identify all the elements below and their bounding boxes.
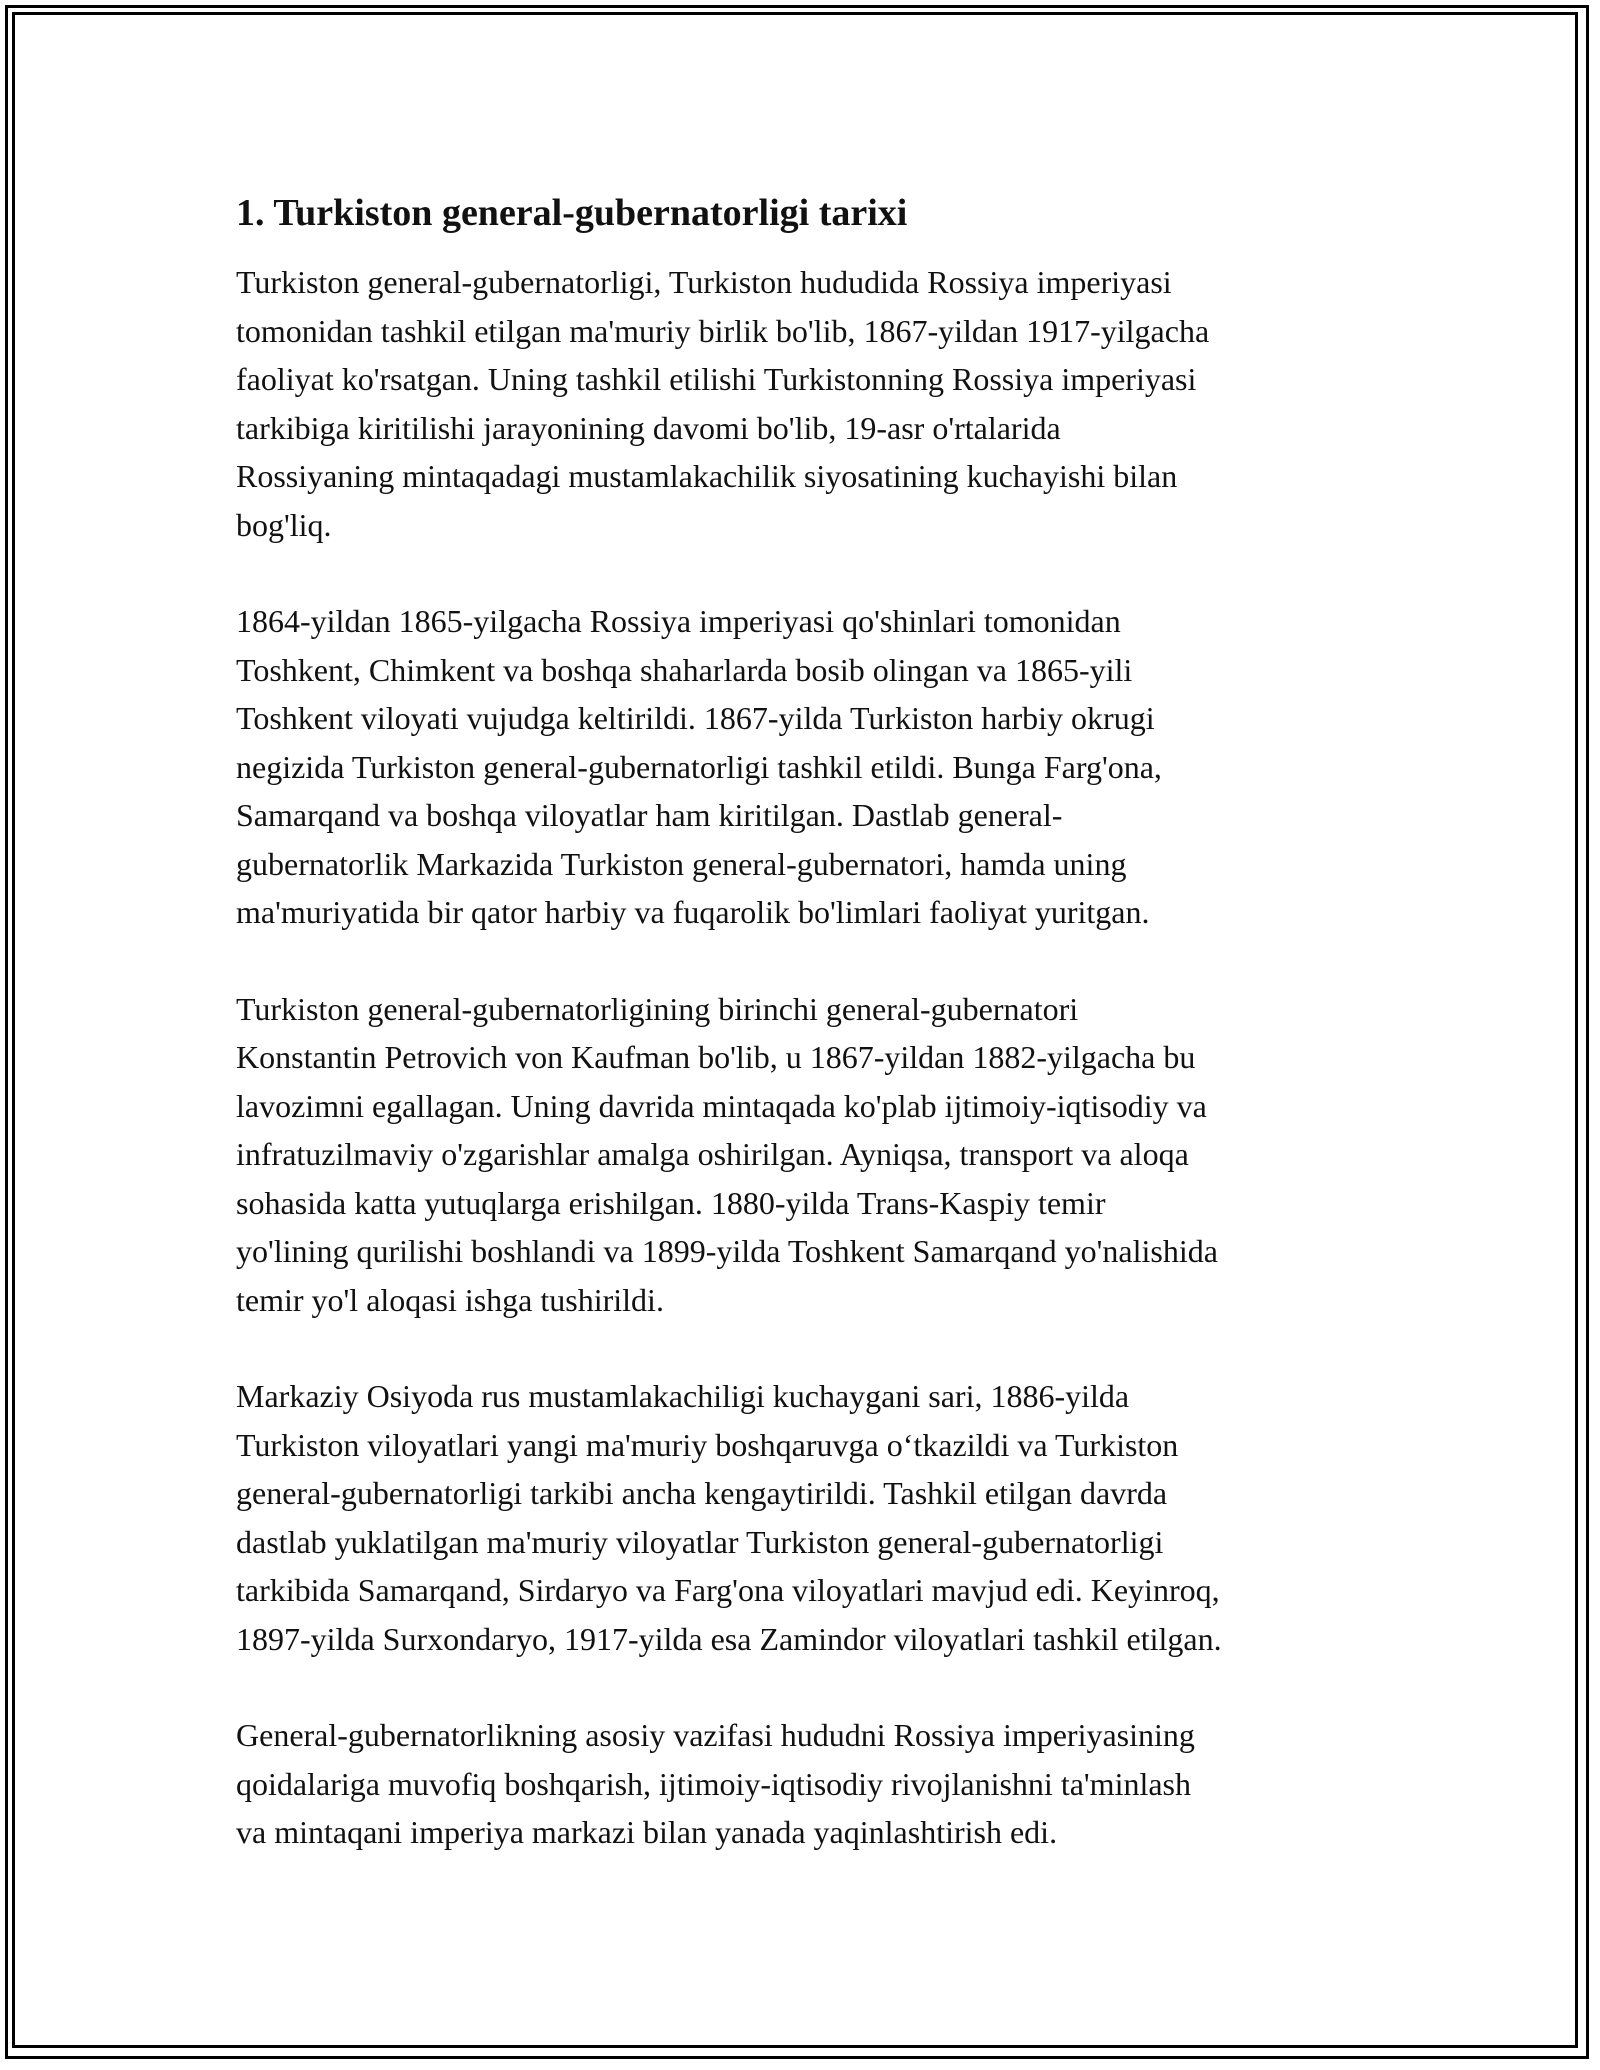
- document-title: 1. Turkiston general-gubernatorligi tarixi: [236, 192, 908, 234]
- paragraph-line: lavozimni egallagan. Uning davrida mintaqada ko'plab ijtimoiy-iqtisodiy va: [236, 1087, 1207, 1124]
- paragraph-line: sohasida katta yutuqlarga erishilgan. 1880-yilda Trans-Kaspiy temir: [236, 1184, 1106, 1221]
- paragraph-line: general-gubernatorligi tarkibi ancha kengaytirildi. Tashkil etilgan davrda: [236, 1475, 1168, 1511]
- paragraph-line: dastlab yuklatilgan ma'muriy viloyatlar Turkiston general-gubernatorligi: [236, 1523, 1164, 1560]
- paragraph-3: [236, 985, 1386, 1325]
- paragraph-line: 1897-yilda Surxondaryo, 1917-yilda esa Zamindor viloyatlari tashkil etilgan.: [236, 1620, 1222, 1657]
- paragraph-line: gubernatorlik Markazida Turkiston general-gubernatori, hamda uning: [236, 845, 1127, 882]
- paragraph-line: negizida Turkiston general-gubernatorligi tashkil etildi. Bunga Farg'ona,: [236, 748, 1162, 785]
- paragraph-line: Turkiston viloyatlari yangi ma'muriy boshqaruvga o‘tkazildi va Turkiston: [236, 1426, 1179, 1463]
- paragraph-1: [236, 258, 1386, 549]
- paragraph-line: faoliyat ko'rsatgan. Uning tashkil etilishi Turkistonning Rossiya imperiyasi: [236, 361, 1197, 397]
- paragraph-line: qoidalariga muvofiq boshqarish, ijtimoiy-iqtisodiy rivojlanishni ta'minlash: [236, 1765, 1191, 1802]
- paragraph-line: Toshkent, Chimkent va boshqa shaharlarda bosib olingan va 1865-yili: [236, 651, 1133, 688]
- paragraph-line: infratuzilmaviy o'zgarishlar amalga oshirilgan. Ayniqsa, transport va aloqa: [236, 1136, 1189, 1172]
- paragraph-5: [236, 1711, 1386, 1857]
- document-body: [236, 186, 1386, 1905]
- paragraph-line: Samarqand va boshqa viloyatlar ham kiritilgan. Dastlab general-: [236, 797, 1063, 833]
- paragraph-line: Turkiston general-gubernatorligining birinchi general-gubernatori: [236, 990, 1079, 1027]
- paragraph-line: 1864-yildan 1865-yilgacha Rossiya imperiyasi qo'shinlari tomonidan: [236, 603, 1121, 639]
- paragraph-line: va mintaqani imperiya markazi bilan yanada yaqinlashtirish edi.: [236, 1814, 1058, 1850]
- paragraph-line: tarkibiga kiritilishi jarayonining davomi bo'lib, 19-asr o'rtalarida: [236, 409, 1061, 446]
- paragraph-line: Turkiston general-gubernatorligi, Turkiston hududida Rossiya imperiyasi: [236, 264, 1172, 300]
- paragraph-2: [236, 597, 1386, 937]
- paragraph-line: bog'liq.: [236, 506, 332, 543]
- paragraph-line: Rossiyaning mintaqadagi mustamlakachilik siyosatining kuchayishi bilan: [236, 458, 1178, 494]
- paragraph-line: tarkibida Samarqand, Sirdaryo va Farg'ona viloyatlari mavjud edi. Keyinroq,: [236, 1572, 1220, 1608]
- paragraph-line: Konstantin Petrovich von Kaufman bo'lib, u 1867-yildan 1882-yilgacha bu: [236, 1039, 1196, 1075]
- paragraph-line: yo'lining qurilishi boshlandi va 1899-yilda Toshkent Samarqand yo'nalishida: [236, 1233, 1218, 1269]
- paragraph-line: tomonidan tashkil etilgan ma'muriy birlik bo'lib, 1867-yildan 1917-yilgacha: [236, 312, 1210, 349]
- paragraph-line: Markaziy Osiyoda rus mustamlakachiligi kuchaygani sari, 1886-yilda: [236, 1378, 1130, 1414]
- paragraph-line: temir yo'l aloqasi ishga tushirildi.: [236, 1281, 664, 1318]
- paragraph-line: General-gubernatorlikning asosiy vazifasi hududni Rossiya imperiyasining: [236, 1717, 1195, 1753]
- paragraph-line: ma'muriyatida bir qator harbiy va fuqarolik bo'limlari faoliyat yuritgan.: [236, 894, 1150, 930]
- paragraph-line: Toshkent viloyati vujudga keltirildi. 1867-yilda Turkiston harbiy okrugi: [236, 700, 1155, 736]
- paragraph-4: [236, 1372, 1386, 1663]
